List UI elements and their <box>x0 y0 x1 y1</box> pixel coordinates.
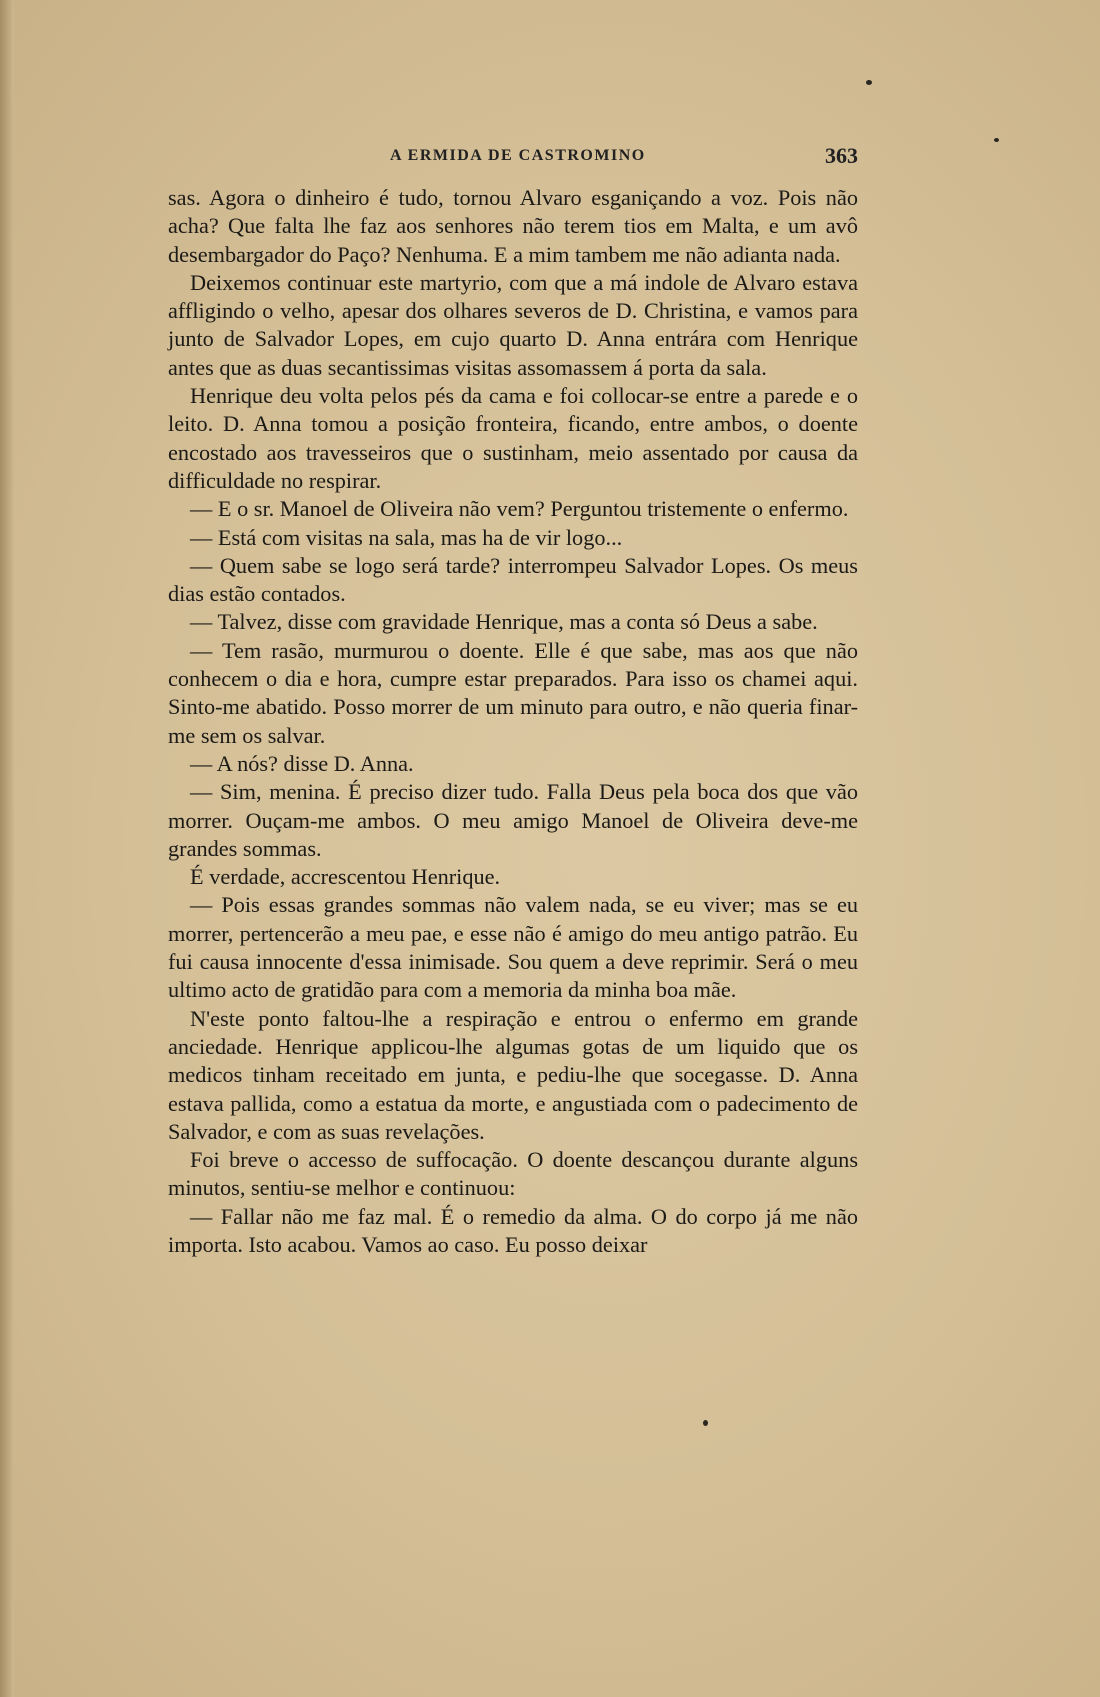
page-binding-edge <box>0 0 14 1697</box>
body-text <box>168 184 858 1259</box>
paragraph: Foi breve o accesso de suffocação. O doente descançou durante alguns minutos, sentiu-se melhor e continuou: <box>168 1147 858 1201</box>
dialogue-line: É verdade, accrescentou Henrique. <box>190 864 501 890</box>
dialogue-line: — Pois essas grandes sommas não valem nada, se eu viver; mas se eu morrer, pertencerão a meu pae, e esse não é amigo do meu antigo patrão. Eu fui causa innocente d'essa inimisade. Sou quem a deve reprimir. Será o meu ultimo acto de gratidão para com a memoria da minha boa mãe. <box>168 892 858 1003</box>
page-header <box>168 143 858 173</box>
dialogue-line: — E o sr. Manoel de Oliveira não vem? Perguntou tristemente o enfermo. <box>190 496 849 522</box>
ink-speck <box>703 1420 708 1426</box>
dialogue-line: — Está com visitas na sala, mas ha de vir logo... <box>190 524 623 550</box>
paragraph: Deixemos continuar este martyrio, com que a má indole de Alvaro estava affligindo o velho, apesar dos olhares severos de D. Christina, e vamos para junto de Salvador Lopes, em cujo quarto D. Anna entrára com Henrique antes que as duas secantissimas visitas assomassem á porta da sala. <box>168 269 858 380</box>
dialogue-line: — A nós? disse D. Anna. <box>190 750 414 776</box>
ink-speck <box>866 80 872 85</box>
dialogue-line: — Sim, menina. É preciso dizer tudo. Falla Deus pela boca dos que vão morrer. Ouçam-me ambos. O meu amigo Manoel de Oliveira deve-me grandes sommas. <box>168 779 858 861</box>
dialogue-line: — Quem sabe se logo será tarde? interrompeu Salvador Lopes. Os meus dias estão contados. <box>168 552 858 607</box>
paragraph: sas. Agora o dinheiro é tudo, tornou Alvaro esganiçando a voz. Pois não acha? Que falta lhe faz aos senhores não terem tios em Malta, e um avô desembargador do Paço? Nenhuma. E a mim tambem me não adianta nada. <box>168 185 858 267</box>
paragraph: Henrique deu volta pelos pés da cama e foi collocar-se entre a parede e o leito. D. Anna tomou a posição fronteira, ficando, entre ambos, o doente encostado aos travesseiros que o sustinham, meio assentado por causa da difficuldade no respirar. <box>168 383 858 493</box>
dialogue-line: — Fallar não me faz mal. É o remedio da alma. O do corpo já me não importa. Isto acabou. Vamos ao caso. Eu posso deixar <box>168 1203 858 1257</box>
ink-speck <box>994 138 999 142</box>
dialogue-line: — Tem rasão, murmurou o doente. Elle é que sabe, mas aos que não conhecem o dia e hora, cumpre estar preparados. Para isso os chamei aqui. Sinto-me abatido. Posso morrer de um minuto para outro, e não queria finar-me sem os salvar. <box>168 637 858 748</box>
dialogue-line: — Talvez, disse com gravidade Henrique, mas a conta só Deus a sabe. <box>190 609 818 635</box>
running-title: A ERMIDA DE CASTROMINO <box>390 147 646 164</box>
paragraph: N'este ponto faltou-lhe a respiração e entrou o enfermo em grande anciedade. Henrique applicou-lhe algumas gotas de um liquido que os medicos tinham receitado em junta, e pediu-lhe que socegasse. D. Anna estava pallida, como a estatua da morte, e angustiada com o padecimento de Salvador, e com as suas revelações. <box>168 1005 858 1144</box>
page-number: 363 <box>825 143 858 168</box>
